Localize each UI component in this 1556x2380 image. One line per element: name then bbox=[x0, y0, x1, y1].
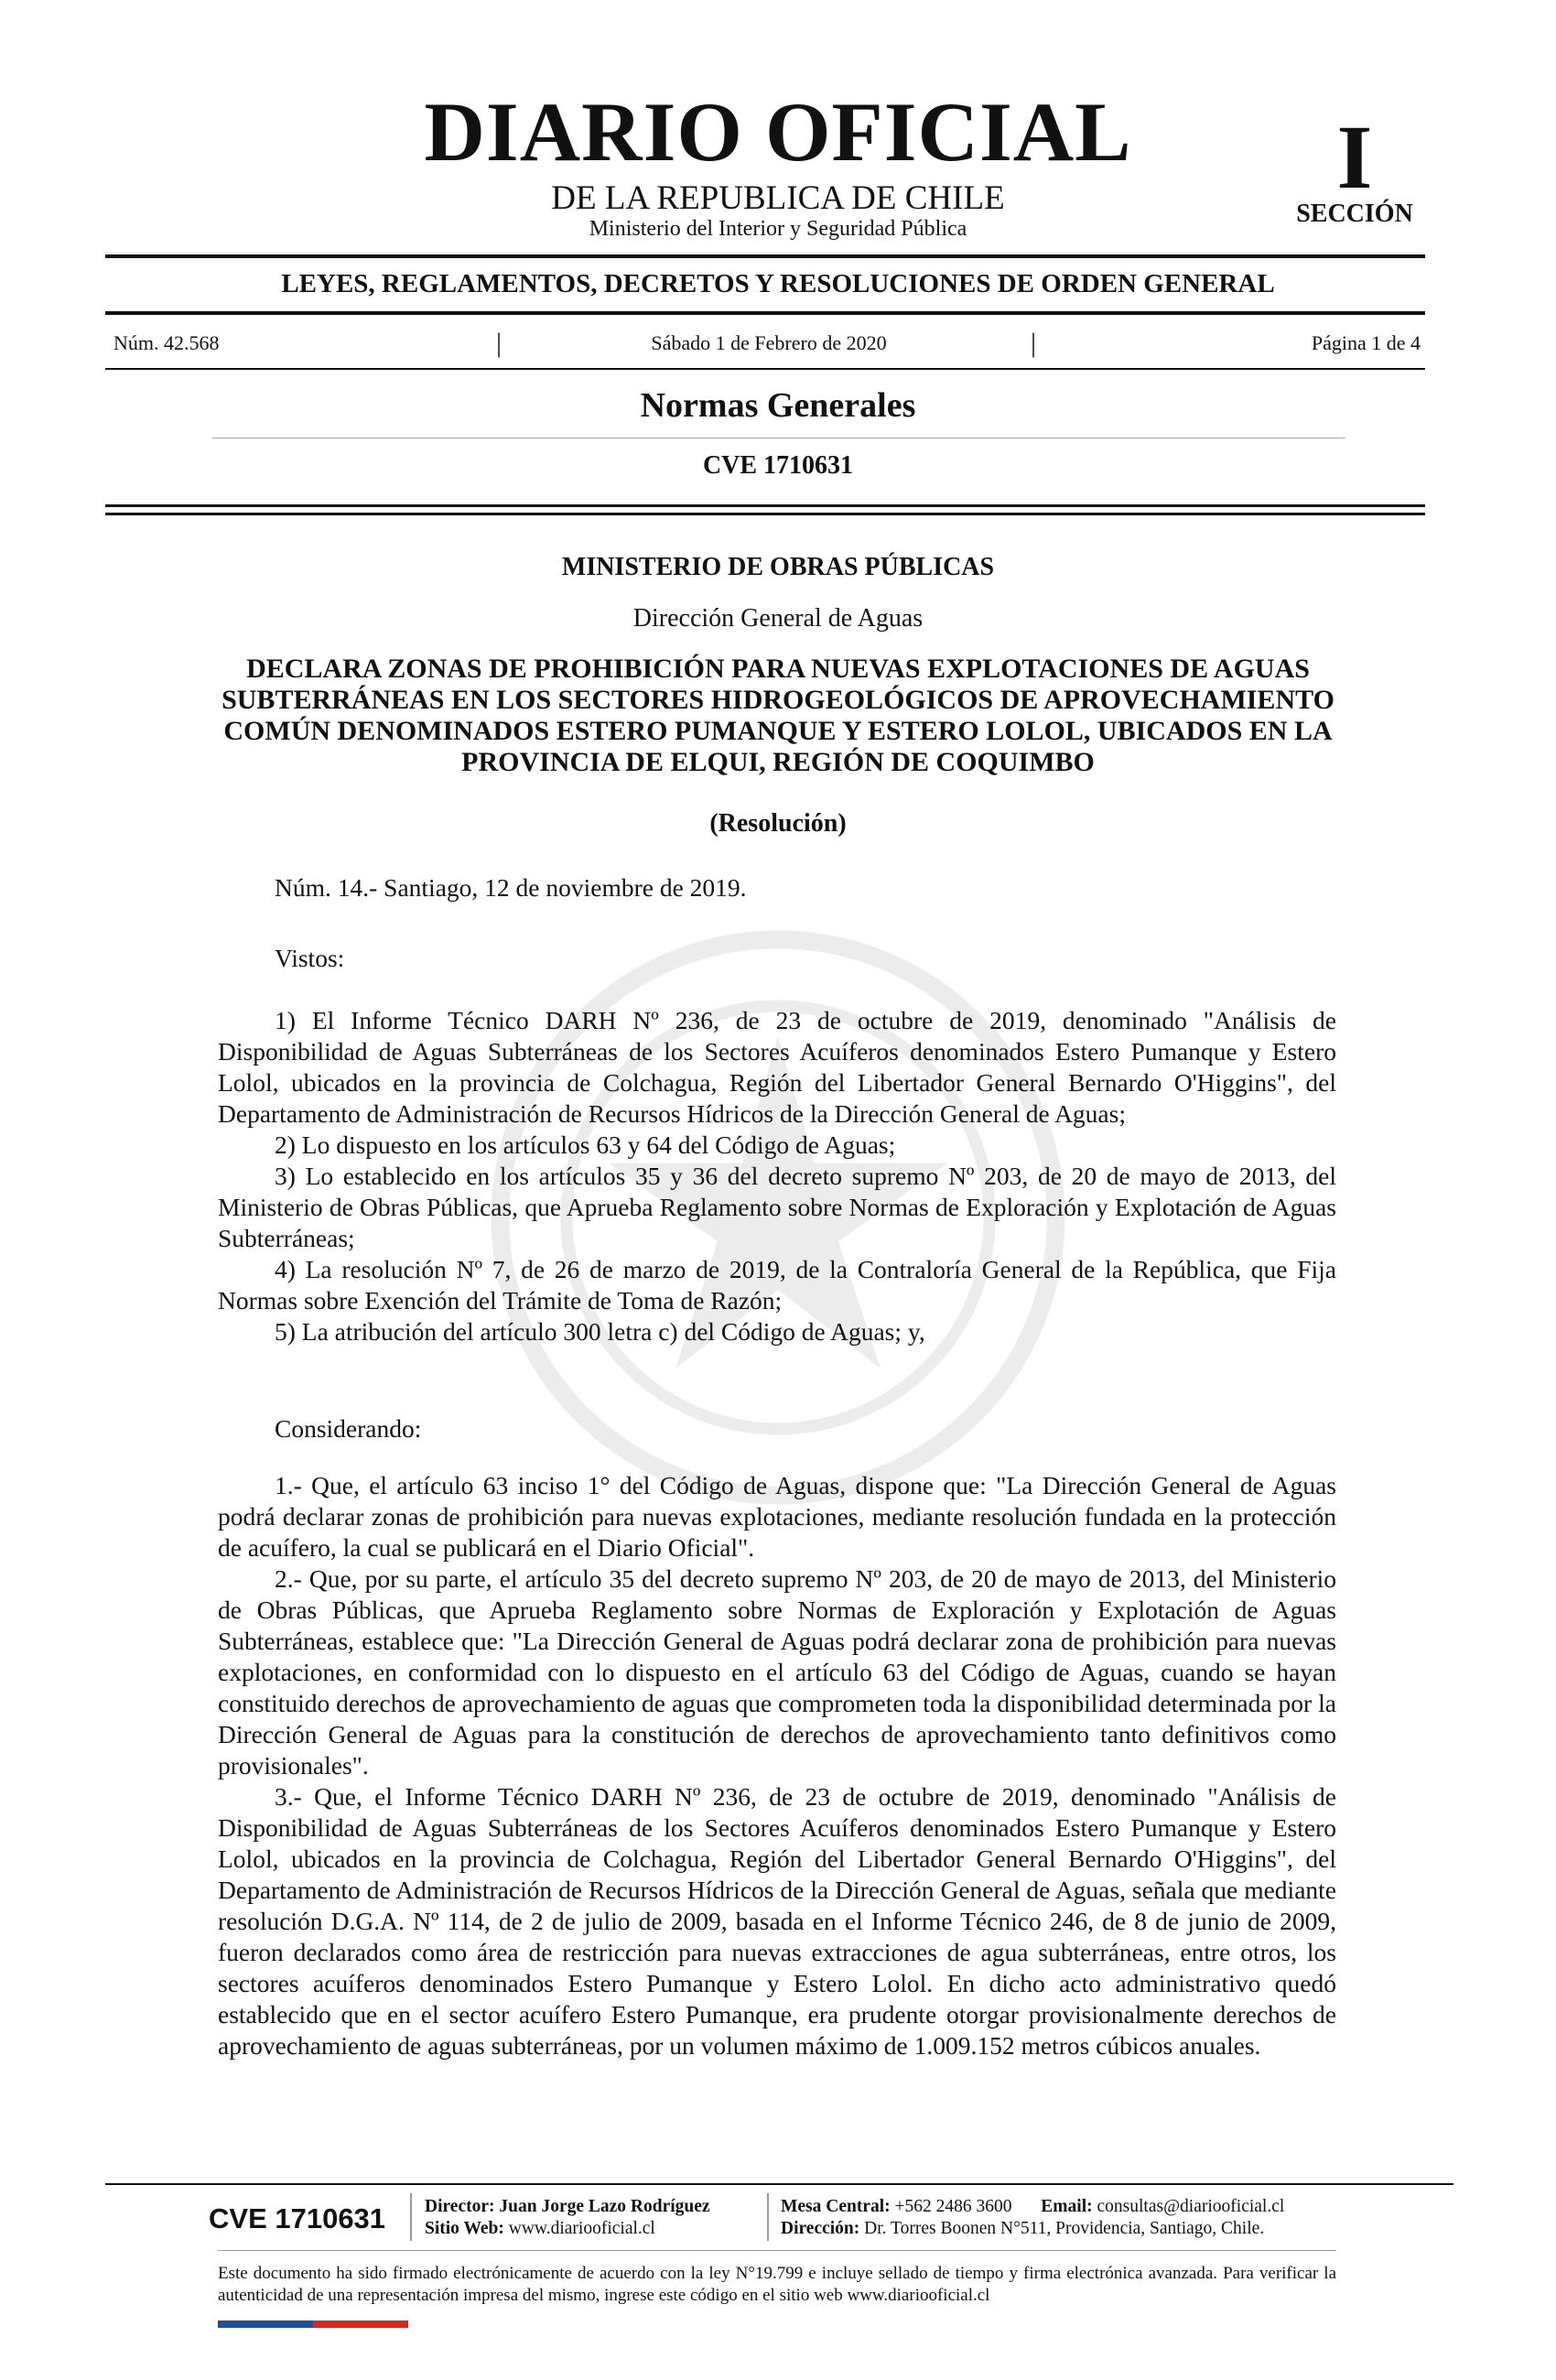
section-title: Normas Generales bbox=[640, 386, 916, 425]
address-label: Dirección: bbox=[781, 2219, 860, 2238]
vistos-item: 3) Lo establecido en los artículos 35 y 36 del decreto supremo Nº 203, de 20 de mayo de 2013, del Ministerio de Obras Públicas, que Aprueba Reglamento sobre Normas de Exploración y Explotación de Aguas Subterráneas; bbox=[218, 1162, 1336, 1252]
footer-divider-1 bbox=[410, 2193, 412, 2241]
footer-address bbox=[781, 2218, 1264, 2240]
considerando-item: 2.- Que, por su parte, el artículo 35 del decreto supremo Nº 203, de 20 de mayo de 2013, del Ministerio de Obras Públicas, que Aprueba Reglamento sobre Normas de Exploración y Explotación de Aguas Subterráneas, establece que: "La Dirección General de Aguas podrá declarar zona de prohibición para nuevas explotaciones, en conformidad con lo dispuesto en el artículo 63 del Código de Aguas, cuando se hayan constituido derechos de aprovechamiento de aguas que comprometen toda la disponibilidad determinada por la Dirección General de Aguas para la constitución de derechos de aprovechamiento tanto definitivos como provisionales". bbox=[218, 1564, 1336, 1780]
footer-legal-notice: Este documento ha sido firmado electrónicamente de acuerdo con la ley N°19.799 e incluye sellado de tiempo y firma electrónica avanzada. Para verificar la autenticidad de una representación impresa del mismo, ingrese este código en el sitio web www.diariooficial.cl bbox=[218, 2264, 1336, 2305]
issue-number: Núm. 42.568 bbox=[113, 331, 220, 354]
masthead-subtitle: DE LA REPUBLICA DE CHILE bbox=[551, 179, 1005, 217]
resolution-number-date: Núm. 14.- Santiago, 12 de noviembre de 2019. bbox=[275, 873, 747, 902]
vistos-item: 4) La resolución Nº 7, de 26 de marzo de 2019, de la Contraloría General de la República, que Fija Normas sobre Exención del Trámite de Toma de Razón; bbox=[218, 1255, 1336, 1314]
email-link[interactable]: consultas@diariooficial.cl bbox=[1097, 2197, 1285, 2216]
address-value: Dr. Torres Boonen N°511, Providencia, Santiago, Chile. bbox=[864, 2219, 1265, 2238]
considerando-item: 1.- Que, el artículo 63 inciso 1° del Código de Aguas, dispone que: "La Dirección General de Aguas podrá declarar zonas de prohibición para nuevas explotaciones, mediante resolución fundada en la protección de acuífero, la cual se publicará en el Diario Oficial". bbox=[218, 1471, 1336, 1562]
info-separator-right: | bbox=[1031, 328, 1037, 358]
vistos-item: 2) Lo dispuesto en los artículos 63 y 64 del Código de Aguas; bbox=[275, 1130, 896, 1159]
section-number: I bbox=[1336, 106, 1373, 208]
director-label: Director: bbox=[425, 2197, 495, 2216]
director-name: Juan Jorge Lazo Rodríguez bbox=[499, 2197, 710, 2216]
footer-rule-bottom bbox=[218, 2250, 1336, 2251]
document-title: DECLARA ZONAS DE PROHIBICIÓN PARA NUEVAS EXPLOTACIONES DE AGUAS SUBTERRÁNEAS EN LOS SECTORES HIDROGEOLÓGICOS DE APROVECHAMIENTO COMÚN DENOMINADOS ESTERO PUMANQUE Y ESTERO LOLOL, UBICADOS EN LA PROVINCIA DE ELQUI, REGIÓN DE COQUIMBO bbox=[222, 654, 1334, 777]
footer-director bbox=[425, 2196, 710, 2218]
document-ministry: MINISTERIO DE OBRAS PÚBLICAS bbox=[561, 553, 995, 581]
page-indicator: Página 1 de 4 bbox=[1311, 331, 1421, 354]
cve-code: CVE 1710631 bbox=[702, 451, 854, 480]
flag-stripe-blue bbox=[218, 2320, 313, 2328]
footer-website bbox=[425, 2218, 655, 2240]
body-rule-2 bbox=[105, 513, 1425, 515]
document-type: (Resolución) bbox=[709, 809, 847, 838]
header-rule-middle bbox=[105, 311, 1425, 315]
footer-phone-email bbox=[781, 2196, 1284, 2218]
header-rule-top bbox=[105, 254, 1425, 258]
footer-rule-top bbox=[105, 2183, 1453, 2185]
section-label: SECCIÓN bbox=[1296, 200, 1413, 228]
footer-cve-code: CVE 1710631 bbox=[209, 2202, 386, 2234]
vistos-list bbox=[218, 1005, 1336, 1347]
considerando-list bbox=[218, 1470, 1336, 2061]
considerando-label: Considerando: bbox=[275, 1414, 422, 1443]
phone-label: Mesa Central: bbox=[781, 2197, 891, 2216]
vistos-item: 1) El Informe Técnico DARH Nº 236, de 23 de octubre de 2019, denominado "Análisis de Disponibilidad de Aguas Subterráneas de los Sectores Acuíferos denominados Estero Pumanque y Estero Lolol, ubicados en la provincia de Colchagua, Región del Libertador General Bernardo O'Higgins", del Departamento de Administración de Recursos Hídricos de la Dirección General de Aguas; bbox=[218, 1006, 1336, 1128]
masthead-title: DIARIO OFICIAL bbox=[424, 85, 1132, 178]
masthead-ministry: Ministerio del Interior y Seguridad Pública bbox=[589, 217, 967, 241]
email-label: Email: bbox=[1041, 2197, 1093, 2216]
header-banner: LEYES, REGLAMENTOS, DECRETOS Y RESOLUCIONES DE ORDEN GENERAL bbox=[281, 269, 1275, 298]
flag-stripe-red bbox=[313, 2320, 408, 2328]
vistos-item: 5) La atribución del artículo 300 letra c) del Código de Aguas; y, bbox=[275, 1317, 925, 1346]
info-separator-left: | bbox=[496, 328, 502, 358]
web-label: Sitio Web: bbox=[425, 2219, 504, 2238]
body-rule-1 bbox=[105, 504, 1425, 507]
vistos-label: Vistos: bbox=[275, 944, 345, 972]
footer-divider-2 bbox=[767, 2193, 769, 2241]
issue-date: Sábado 1 de Febrero de 2020 bbox=[651, 331, 887, 354]
phone-value: +562 2486 3600 bbox=[894, 2197, 1012, 2216]
document-direction: Dirección General de Aguas bbox=[632, 604, 924, 633]
header-rule-bottom bbox=[105, 368, 1425, 370]
web-link[interactable]: www.diariooficial.cl bbox=[508, 2219, 655, 2238]
considerando-item: 3.- Que, el Informe Técnico DARH Nº 236, de 23 de octubre de 2019, denominado "Análisis de Disponibilidad de Aguas Subterráneas de los Sectores Acuíferos denominados Estero Pumanque y Estero Lolol, ubicados en la provincia de Colchagua, Región del Libertador General Bernardo O'Higgins", del Departamento de Administración de Recursos Hídricos de la Dirección General de Aguas, señala que mediante resolución D.G.A. Nº 114, de 2 de julio de 2009, basada en el Informe Técnico 246, de 8 de junio de 2009, fueron declarados como área de restricción para nuevas extracciones de agua subterráneas, entre otros, los sectores acuíferos denominados Estero Pumanque y Estero Lolol. En dicho acto administrativo quedó establecido que en el sector acuífero Estero Pumanque, era prudente otorgar provisionalmente derechos de aprovechamiento de aguas subterráneas, por un volumen máximo de 1.009.152 metros cúbicos anuales. bbox=[218, 1782, 1336, 2060]
